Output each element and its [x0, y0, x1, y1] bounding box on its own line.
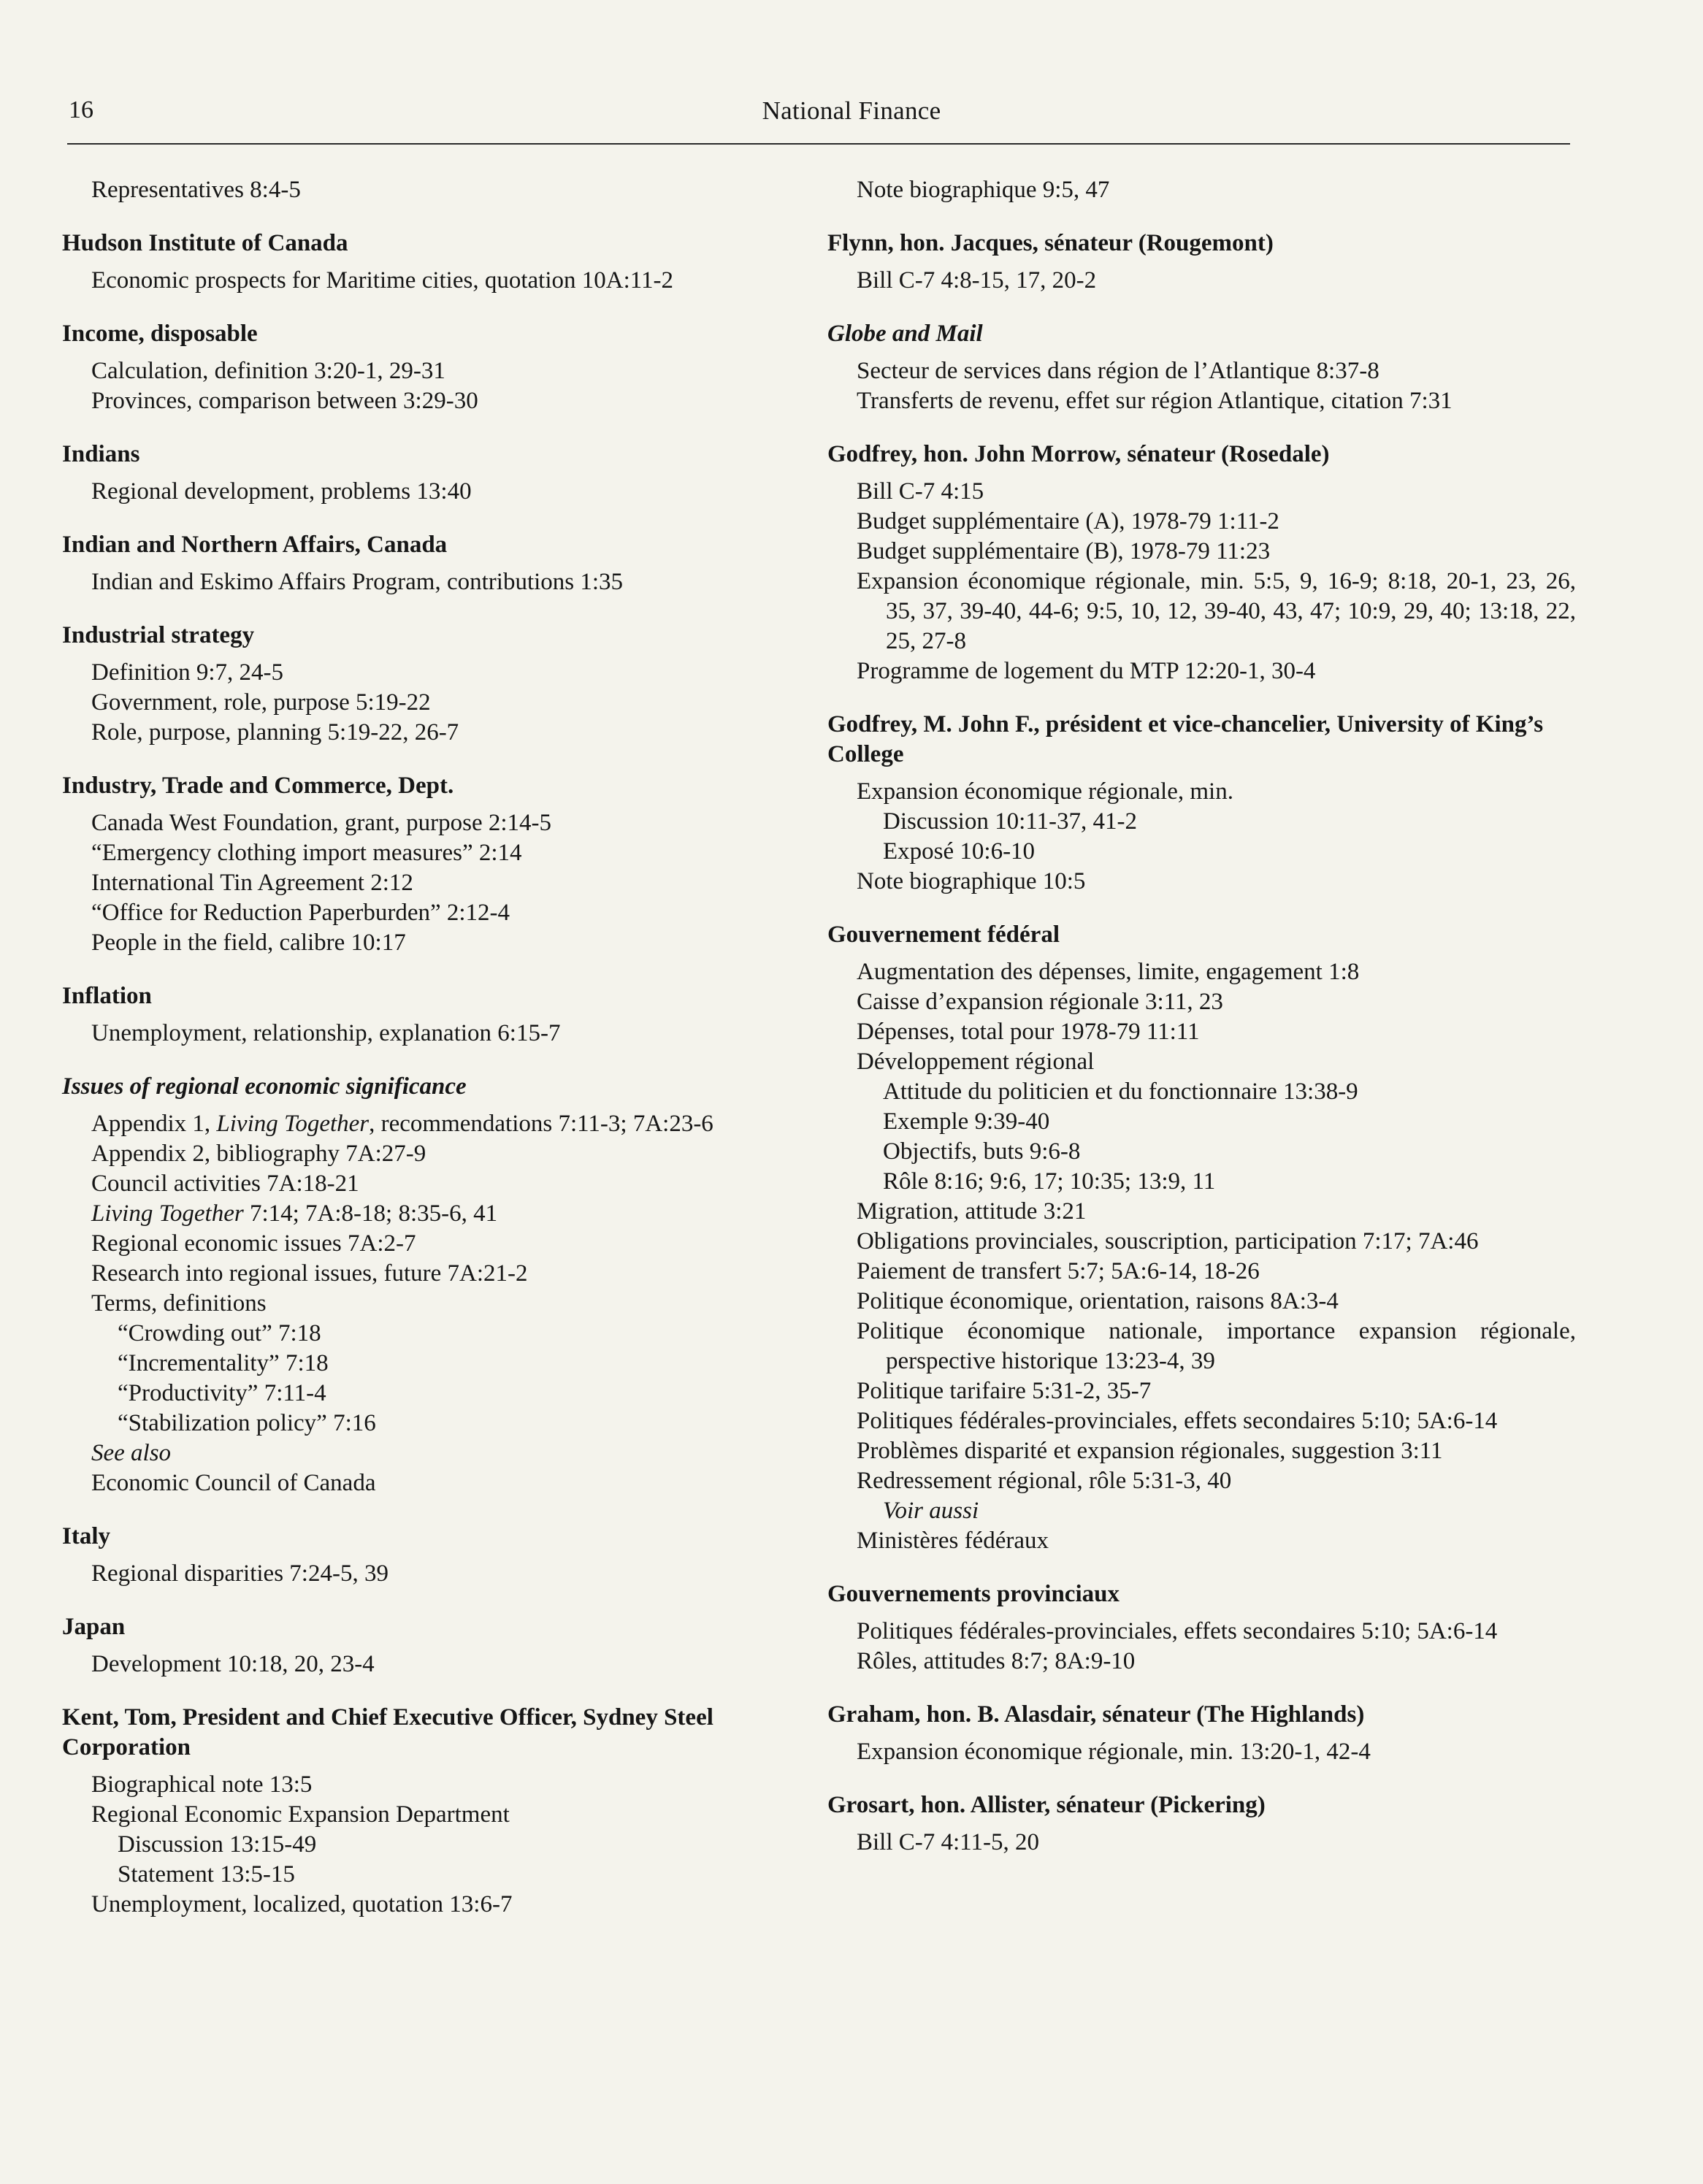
index-entry: [62, 1612, 811, 1679]
index-entry: [62, 229, 811, 296]
index-entry: [827, 440, 1576, 686]
entry-heading: Indians: [62, 441, 140, 467]
index-entry: [827, 1579, 1576, 1677]
subentry: Secteur de services dans région de l’Atlantique 8:37-8: [857, 358, 1379, 384]
sub-subentry: Rôle 8:16; 9:6, 17; 10:35; 13:9, 11: [883, 1168, 1216, 1195]
subentry: Unemployment, localized, quotation 13:6-7: [91, 1891, 513, 1917]
sub-subentry: “Crowding out” 7:18: [118, 1320, 321, 1346]
sub-subentry: Attitude du politicien et du fonctionnaire 13:38-9: [883, 1078, 1358, 1105]
subentry: Role, purpose, planning 5:19-22, 26-7: [91, 719, 459, 746]
entry-heading: Godfrey, hon. John Morrow, sénateur (Rosedale): [827, 441, 1330, 467]
subentry: Economic Council of Canada: [91, 1470, 376, 1496]
index-column-left: [62, 175, 811, 1943]
entry-heading: Japan: [62, 1614, 126, 1640]
subentry: Indian and Eskimo Affairs Program, contributions 1:35: [91, 569, 624, 595]
entry-heading: Issues of regional economic significance: [62, 1073, 467, 1100]
subentry: Research into regional issues, future 7A:21-2: [91, 1260, 528, 1287]
subentry: Development 10:18, 20, 23-4: [91, 1651, 375, 1677]
entry-heading: Gouvernements provinciaux: [827, 1581, 1120, 1607]
subentry: Regional Economic Expansion Department: [91, 1801, 510, 1828]
running-title: National Finance: [762, 96, 941, 125]
index-entry: [62, 621, 811, 748]
entry-heading: Godfrey, M. John F., président et vice-chancelier, University of King’s College: [827, 711, 1544, 767]
subentry: “Emergency clothing import measures” 2:14: [91, 840, 522, 866]
subentry: Bill C-7 4:15: [857, 478, 984, 505]
subentry: Ministères fédéraux: [857, 1528, 1049, 1554]
subentry: Bill C-7 4:8-15, 17, 20-2: [857, 267, 1097, 294]
subentry: Definition 9:7, 24-5: [91, 659, 284, 686]
subentry: Programme de logement du MTP 12:20-1, 30-4: [857, 658, 1316, 684]
subentry: Provinces, comparison between 3:29-30: [91, 388, 478, 414]
subentry: Budget supplémentaire (B), 1978-79 11:23: [857, 538, 1271, 564]
index-entry: [62, 440, 811, 507]
subentry: Note biographique 9:5, 47: [857, 177, 1110, 203]
index-entry: [62, 981, 811, 1049]
entry-heading: Italy: [62, 1523, 110, 1549]
sub-subentry: Discussion 13:15-49: [118, 1831, 317, 1858]
entry-heading: Hudson Institute of Canada: [62, 230, 348, 256]
subentry: Regional economic issues 7A:2-7: [91, 1230, 416, 1257]
sub-subentry: Exposé 10:6-10: [883, 838, 1036, 865]
subentry: Regional development, problems 13:40: [91, 478, 472, 505]
entry-heading: Globe and Mail: [827, 321, 983, 347]
entry-heading: Indian and Northern Affairs, Canada: [62, 532, 448, 558]
subentry: Regional disparities 7:24-5, 39: [91, 1560, 389, 1587]
index-entry: [62, 1072, 811, 1498]
index-entry: [827, 1700, 1576, 1767]
index-entry: [827, 175, 1576, 205]
entry-heading: Industry, Trade and Commerce, Dept.: [62, 773, 454, 799]
page-number: 16: [69, 96, 93, 123]
subentry: Politique économique nationale, importance expansion régionale, perspective historique 13:23-4, 39: [857, 1318, 1576, 1374]
subentry: Politique économique, orientation, raisons 8A:3-4: [857, 1288, 1339, 1314]
index-entry: [827, 710, 1576, 897]
subentry: Politiques fédérales-provinciales, effets secondaires 5:10; 5A:6-14: [857, 1408, 1498, 1434]
italic-title: Living Together: [216, 1111, 370, 1137]
index-entry: [827, 319, 1576, 416]
subentry: Budget supplémentaire (A), 1978-79 1:11-2: [857, 508, 1279, 534]
subentry: Expansion économique régionale, min.: [857, 778, 1233, 805]
index-entry: [827, 229, 1576, 296]
subentry: Appendix 2, bibliography 7A:27-9: [91, 1141, 426, 1167]
entry-heading: Industrial strategy: [62, 622, 255, 648]
sub-subentry: Voir aussi: [883, 1498, 979, 1524]
subentry: Government, role, purpose 5:19-22: [91, 689, 431, 716]
sub-subentry: Exemple 9:39-40: [883, 1108, 1050, 1135]
sub-subentry: “Stabilization policy” 7:16: [118, 1410, 376, 1436]
subentry: Augmentation des dépenses, limite, engagement 1:8: [857, 959, 1360, 985]
sub-subentry: Discussion 10:11-37, 41-2: [883, 808, 1138, 835]
subentry: Expansion économique régionale, min. 5:5, 9, 16-9; 8:18, 20-1, 23, 26, 35, 37, 39-40, 44-6; 9:5, 10, 12, 39-40, 43, 47; 10:9, 29, 40; 13:18, 22, 25, 27-8: [857, 568, 1576, 654]
sub-subentry: “Incrementality” 7:18: [118, 1350, 329, 1376]
subentry: Obligations provinciales, souscription, participation 7:17; 7A:46: [857, 1228, 1479, 1254]
subentry: Terms, definitions: [91, 1290, 267, 1317]
index-entry: [62, 175, 811, 205]
subentry: International Tin Agreement 2:12: [91, 870, 413, 896]
subentry: Développement régional: [857, 1049, 1095, 1075]
subentry: Canada West Foundation, grant, purpose 2:14-5: [91, 810, 552, 836]
index-entry: [62, 771, 811, 958]
subentry: Migration, attitude 3:21: [857, 1198, 1087, 1225]
entry-heading: Graham, hon. B. Alasdair, sénateur (The Highlands): [827, 1701, 1365, 1728]
index-column-right: [827, 175, 1576, 1881]
entry-heading: Grosart, hon. Allister, sénateur (Pickering): [827, 1792, 1266, 1818]
subentry: Dépenses, total pour 1978-79 11:11: [857, 1019, 1200, 1045]
subentry: Unemployment, relationship, explanation 6:15-7: [91, 1020, 561, 1046]
subentry: People in the field, calibre 10:17: [91, 930, 406, 956]
subentry: Problèmes disparité et expansion régionales, suggestion 3:11: [857, 1438, 1443, 1464]
index-entry: [62, 319, 811, 416]
subentry: Living Together 7:14; 7A:8-18; 8:35-6, 41: [91, 1200, 498, 1227]
subentry: Transferts de revenu, effet sur région Atlantique, citation 7:31: [857, 388, 1453, 414]
entry-heading: Income, disposable: [62, 321, 258, 347]
subentry: Appendix 1, Living Together, recommendations 7:11-3; 7A:23-6: [91, 1111, 713, 1137]
header-rule: [67, 143, 1570, 145]
entry-heading: Inflation: [62, 983, 152, 1009]
index-entry: [62, 1703, 811, 1920]
subentry: Calculation, definition 3:20-1, 29-31: [91, 358, 445, 384]
subentry: Council activities 7A:18-21: [91, 1170, 359, 1197]
subentry: Note biographique 10:5: [857, 868, 1086, 894]
entry-heading: Gouvernement fédéral: [827, 922, 1060, 948]
sub-subentry: Objectifs, buts 9:6-8: [883, 1138, 1081, 1165]
index-entry: [62, 1522, 811, 1589]
sub-subentry: Statement 13:5-15: [118, 1861, 295, 1888]
subentry: Bill C-7 4:11-5, 20: [857, 1829, 1039, 1855]
subentry: See also: [91, 1440, 172, 1466]
subentry: Biographical note 13:5: [91, 1771, 313, 1798]
subentry: Politiques fédérales-provinciales, effets secondaires 5:10; 5A:6-14: [857, 1618, 1498, 1644]
subentry: Rôles, attitudes 8:7; 8A:9-10: [857, 1648, 1136, 1674]
index-entry: [827, 1790, 1576, 1858]
subentry: Expansion économique régionale, min. 13:20-1, 42-4: [857, 1739, 1371, 1765]
subentry: “Office for Reduction Paperburden” 2:12-4: [91, 900, 510, 926]
subentry: Paiement de transfert 5:7; 5A:6-14, 18-26: [857, 1258, 1260, 1284]
italic-title: Living Together: [91, 1200, 244, 1227]
index-entry: [827, 920, 1576, 1556]
entry-heading: Kent, Tom, President and Chief Executive Officer, Sydney Steel Corporation: [62, 1704, 713, 1760]
entry-heading: Flynn, hon. Jacques, sénateur (Rougemont): [827, 230, 1274, 256]
subentry: Representatives 8:4-5: [91, 177, 301, 203]
subentry: Caisse d’expansion régionale 3:11, 23: [857, 989, 1223, 1015]
index-entry: [62, 530, 811, 597]
subentry: Politique tarifaire 5:31-2, 35-7: [857, 1378, 1152, 1404]
subentry: Redressement régional, rôle 5:31-3, 40: [857, 1468, 1232, 1494]
subentry: Economic prospects for Maritime cities, quotation 10A:11-2: [91, 267, 674, 294]
sub-subentry: “Productivity” 7:11-4: [118, 1380, 326, 1406]
